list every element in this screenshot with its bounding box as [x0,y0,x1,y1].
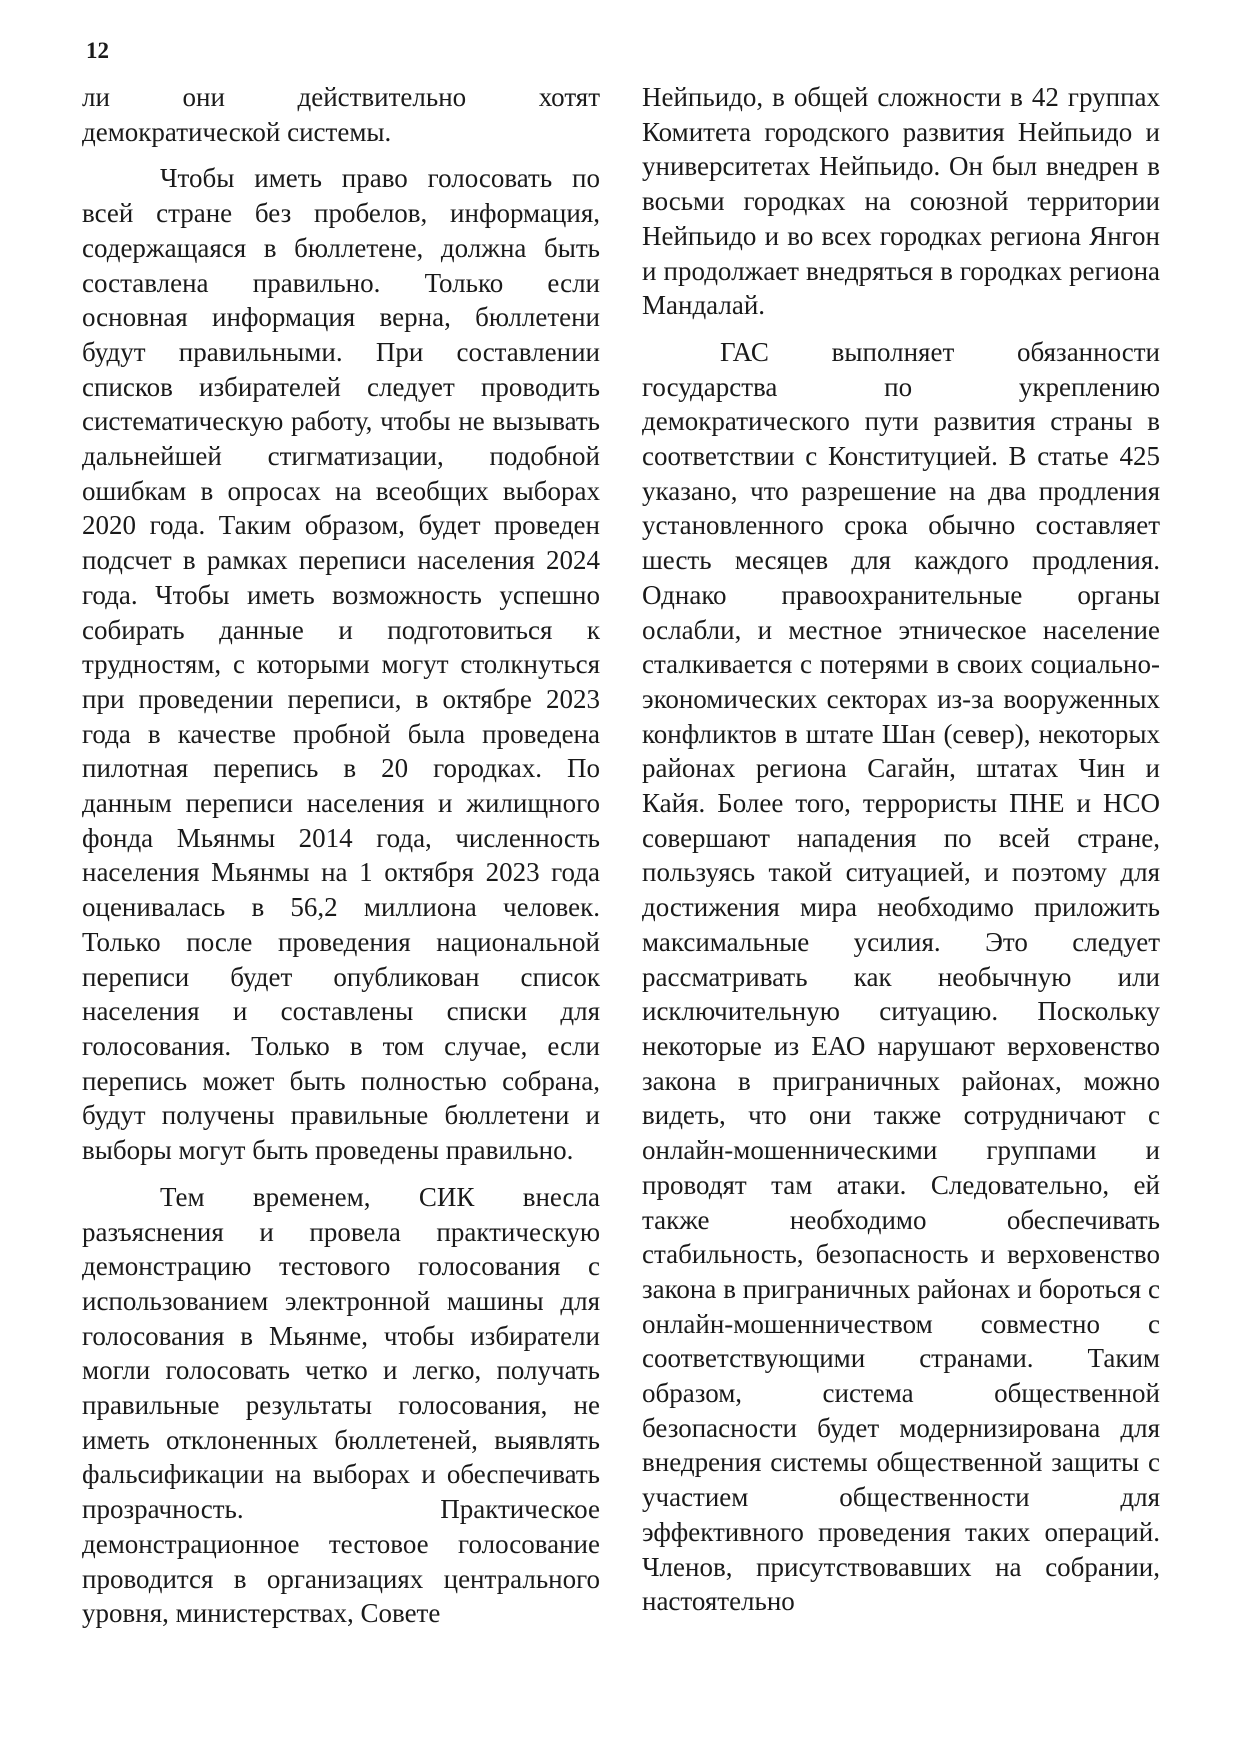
paragraph-continuation: ли они действительно хотят демократической системы. [82,82,600,147]
paragraph-electronic-voting: Тем временем, СИК внесла разъяснения и провела практическую демонстрацию тестового голосования с использованием электронной машины для голосования в Мьянме, чтобы избиратели могли голосовать четко и легко, получать правильные результаты голосования, не иметь отклоненных бюллетеней, выявлять фальсификации на выборах и обеспечивать прозрачность. Практическое демонстрационное тестовое голосование проводится в организациях центрального уровня, министерствах, Совете [82,1181,600,1629]
paragraph-state-duties: ГАС выполняет обязанности государства по укреплению демократического пути развития страны в соответствии с Конституцией. В статье 425 указано, что разрешение на два продления установленного срока обычно составляет шесть месяцев для каждого продления. Однако правоохранительные органы ослабли, и местное этническое население сталкивается с потерями в своих социально-экономических секторах из-за вооруженных конфликтов в штате Шан (север), некоторых районах региона Сагайн, штатах Чин и Кайя. Более того, террористы ПНЕ и НСО совершают нападения по всей стране, пользуясь такой ситуацией, и поэтому для достижения мира необходимо приложить максимальные усилия. Это следует рассматривать как необычную или исключительную ситуацию. Поскольку некоторые из ЕАО нарушают верховенство закона в приграничных районах, можно видеть, что они также сотрудничают с онлайн-мошенническими группами и проводят там атаки. Следовательно, ей также необходимо обеспечивать стабильность, безопасность и верховенство закона в приграничных районах и бороться с онлайн-мошенничеством совместно с соответствующими странами. Таким образом, система общественной безопасности будет модернизирована для внедрения системы общественной защиты с участием общественности для эффективного проведения таких операций. Членов, присутствовавших на собрании, настоятельно [642,336,1160,1617]
left-column [82,80,600,1631]
right-column [642,80,1160,1619]
paragraph-naypyidaw: Нейпьидо, в общей сложности в 42 группах Комитета городского развития Нейпьидо и университетах Нейпьидо. Он был внедрен в восьми городках на союзной территории Нейпьидо и во всех городках региона Янгон и продолжает внедряться в городках региона Мандалай. [642,82,1160,321]
page-number: 12 [86,38,109,63]
paragraph-census: Чтобы иметь право голосовать по всей стране без пробелов, информация, содержащаяся в бюллетене, должна быть составлена правильно. Только если основная информация верна, бюллетени будут правильными. При составлении списков избирателей следует проводить систематическую работу, чтобы не вызывать дальнейшей стигматизации, подобной ошибкам в опросах на всеобщих выборах 2020 года. Таким образом, будет проведен подсчет в рамках переписи населения 2024 года. Чтобы иметь возможность успешно собирать данные и подготовиться к трудностям, с которыми могут столкнуться при проведении переписи, в октябре 2023 года в качестве пробной была проведена пилотная перепись в 20 городках. По данным переписи населения и жилищного фонда Мьянмы 2014 года, численность населения Мьянмы на 1 октября 2023 года оценивалась в 56,2 миллиона человек. Только после проведения национальной переписи будет опубликован список населения и составлены списки для голосования. Только в том случае, если перепись может быть полностью собрана, будут получены правильные бюллетени и выборы могут быть проведены правильно. [82,163,600,1166]
